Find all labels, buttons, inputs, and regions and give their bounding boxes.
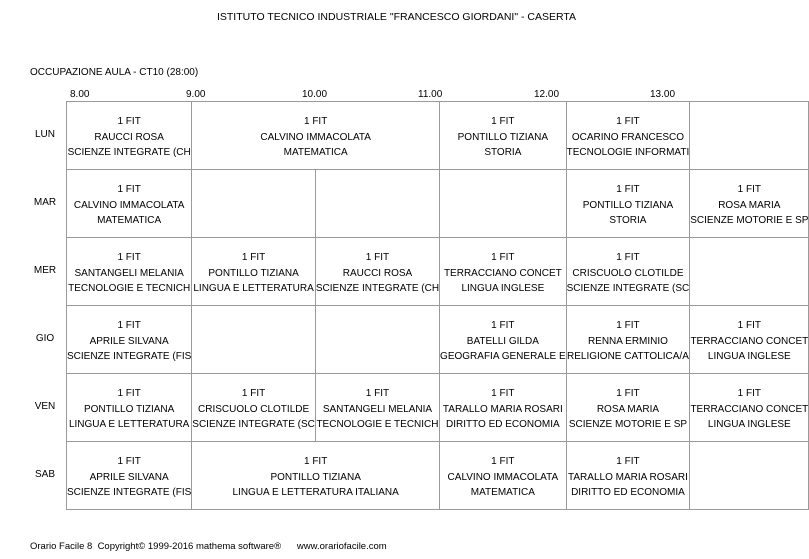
lesson-cell <box>566 238 690 306</box>
lesson-content <box>440 374 566 433</box>
lesson-content <box>316 170 439 182</box>
class-label: 1 FIT <box>737 388 761 399</box>
empty-cell <box>192 306 316 374</box>
class-label: 1 FIT <box>365 388 390 399</box>
hour-label: 13.00 <box>650 89 676 100</box>
subject-name: SCIENZE INTEGRATE (FIS <box>67 487 192 498</box>
lesson-cell <box>192 374 316 442</box>
lesson-content <box>192 102 439 161</box>
lesson-cell <box>566 374 690 442</box>
subject-name: MATEMATICA <box>97 215 162 226</box>
lesson-cell <box>440 374 567 442</box>
subject-name: DIRITTO ED ECONOMIA <box>445 419 560 430</box>
class-label: 1 FIT <box>616 116 640 127</box>
schedule-row <box>67 442 809 510</box>
lesson-content <box>440 306 566 365</box>
lesson-content <box>67 442 191 501</box>
teacher-name: PONTILLO TIZIANA <box>582 199 674 211</box>
class-label: 1 FIT <box>303 116 328 127</box>
subject-name: LINGUA E LETTERATURA <box>68 419 190 430</box>
class-label: 1 FIT <box>737 320 761 331</box>
lesson-cell <box>192 442 440 510</box>
empty-cell <box>690 442 809 510</box>
lesson-cell <box>566 442 690 510</box>
subject-name: SCIENZE MOTORIE E SP <box>690 215 809 226</box>
lesson-content <box>192 442 439 501</box>
empty-cell <box>315 306 439 374</box>
teacher-name: ROSA MARIA <box>718 199 781 211</box>
lesson-content <box>690 442 808 454</box>
subject-name: SCIENZE INTEGRATE (CH <box>67 147 191 158</box>
subject-name: DIRITTO ED ECONOMIA <box>571 487 685 498</box>
lesson-content <box>690 306 808 365</box>
class-label: 1 FIT <box>241 252 266 263</box>
teacher-name: BATELLI GILDA <box>466 335 539 347</box>
class-label: 1 FIT <box>241 388 266 399</box>
class-label: 1 FIT <box>616 252 640 263</box>
lesson-content <box>316 306 439 318</box>
subject-name: SCIENZE MOTORIE E SP <box>568 419 688 430</box>
teacher-name: APRILE SILVANA <box>89 471 169 483</box>
class-label: 1 FIT <box>616 184 640 195</box>
lesson-cell <box>440 102 567 170</box>
empty-cell <box>690 238 809 306</box>
day-label: LUN <box>34 129 55 140</box>
lesson-content <box>567 170 690 229</box>
lesson-cell <box>315 374 439 442</box>
class-label: 1 FIT <box>117 388 141 399</box>
class-label: 1 FIT <box>616 320 640 331</box>
subject-name: TECNOLOGIE E TECNICH <box>68 283 191 294</box>
lesson-cell <box>67 238 192 306</box>
teacher-name: TERRACCIANO CONCET <box>690 335 809 347</box>
subject-name: SCIENZE INTEGRATE (FIS <box>67 351 192 362</box>
subject-name: SCIENZE INTEGRATE (SC <box>566 283 690 294</box>
teacher-name: PONTILLO TIZIANA <box>270 471 361 483</box>
lesson-content <box>690 238 808 250</box>
lesson-content <box>690 102 808 114</box>
subject-name: TECNOLOGIE INFORMATI <box>566 147 690 158</box>
schedule-grid <box>66 101 809 510</box>
subject-name: TECNOLOGIE E TECNICH <box>316 419 439 430</box>
class-label: 1 FIT <box>365 252 390 263</box>
lesson-content <box>440 170 566 182</box>
teacher-name: TERRACCIANO CONCET <box>690 403 809 415</box>
teacher-name: PONTILLO TIZIANA <box>457 131 549 143</box>
subject-name: LINGUA INGLESE <box>707 351 791 362</box>
lesson-content <box>440 102 566 161</box>
hour-label: 11.00 <box>418 89 443 100</box>
subject-name: LINGUA E LETTERATURA <box>193 283 314 294</box>
lesson-cell <box>67 306 192 374</box>
lesson-content <box>192 306 315 318</box>
teacher-name: SANTANGELI MELANIA <box>322 403 433 415</box>
room-subtitle: OCCUPAZIONE AULA - CT10 (28:00) <box>30 67 199 78</box>
subject-name: MATEMATICA <box>470 487 535 498</box>
teacher-name: CRISCUOLO CLOTILDE <box>198 403 310 415</box>
teacher-name: RAUCCI ROSA <box>342 267 413 279</box>
class-label: 1 FIT <box>117 252 141 263</box>
day-label: MER <box>33 265 57 276</box>
subject-name: MATEMATICA <box>283 147 348 158</box>
lesson-content <box>567 102 690 161</box>
lesson-content <box>316 374 439 433</box>
class-label: 1 FIT <box>491 116 515 127</box>
copyright-footer: Orario Facile 8 Copyright© 1999-2016 mathema software® www.orariofacile.com <box>30 541 387 552</box>
subject-name: GEOGRAFIA GENERALE E <box>440 351 566 362</box>
hour-label: 10.00 <box>302 89 328 100</box>
subject-name: STORIA <box>609 215 647 226</box>
lesson-content <box>440 442 566 501</box>
lesson-content <box>316 238 439 297</box>
day-label: VEN <box>34 401 56 412</box>
lesson-cell <box>67 442 192 510</box>
lesson-cell <box>67 170 192 238</box>
lesson-cell <box>440 442 567 510</box>
day-label: SAB <box>34 469 55 480</box>
class-label: 1 FIT <box>491 456 515 467</box>
schedule-row <box>67 238 809 306</box>
teacher-name: TERRACCIANO CONCET <box>443 267 562 279</box>
hour-label: 8.00 <box>70 89 90 100</box>
teacher-name: RAUCCI ROSA <box>94 131 164 143</box>
lesson-cell <box>690 306 809 374</box>
lesson-content <box>567 238 690 297</box>
schedule-row <box>67 374 809 442</box>
teacher-name: SANTANGELI MELANIA <box>74 267 184 279</box>
subject-name: RELIGIONE CATTOLICA/A <box>567 351 689 362</box>
schedule-row <box>67 102 809 170</box>
lesson-content <box>67 374 191 433</box>
day-label: MAR <box>33 197 57 208</box>
teacher-name: CRISCUOLO CLOTILDE <box>572 267 684 279</box>
lesson-cell <box>440 306 567 374</box>
lesson-cell <box>67 374 192 442</box>
subject-name: LINGUA INGLESE <box>707 419 791 430</box>
day-label: GIO <box>35 333 55 344</box>
hour-label: 9.00 <box>186 89 206 100</box>
teacher-name: OCARINO FRANCESCO <box>571 131 685 143</box>
class-label: 1 FIT <box>303 456 328 467</box>
lesson-content <box>690 170 808 229</box>
subject-name: SCIENZE INTEGRATE (CH <box>315 283 440 294</box>
empty-cell <box>192 170 316 238</box>
class-label: 1 FIT <box>117 184 141 195</box>
class-label: 1 FIT <box>616 456 640 467</box>
teacher-name: PONTILLO TIZIANA <box>83 403 175 415</box>
lesson-cell <box>192 238 316 306</box>
lesson-cell <box>192 102 440 170</box>
class-label: 1 FIT <box>616 388 640 399</box>
subject-name: STORIA <box>484 147 522 158</box>
subject-name: LINGUA INGLESE <box>461 283 545 294</box>
subject-name: LINGUA E LETTERATURA ITALIANA <box>232 487 399 498</box>
class-label: 1 FIT <box>491 388 515 399</box>
teacher-name: CALVINO IMMACOLATA <box>260 131 371 143</box>
empty-cell <box>440 170 567 238</box>
class-label: 1 FIT <box>117 320 141 331</box>
class-label: 1 FIT <box>737 184 761 195</box>
lesson-cell <box>566 102 690 170</box>
hour-label: 12.00 <box>534 89 560 100</box>
lesson-content <box>192 170 315 182</box>
lesson-content <box>567 374 690 433</box>
lesson-content <box>690 374 808 433</box>
teacher-name: TARALLO MARIA ROSARI <box>442 403 563 415</box>
teacher-name: APRILE SILVANA <box>89 335 169 347</box>
lesson-cell <box>690 170 809 238</box>
lesson-cell <box>566 170 690 238</box>
teacher-name: CALVINO IMMACOLATA <box>447 471 559 483</box>
lesson-content <box>192 374 315 433</box>
empty-cell <box>315 170 439 238</box>
lesson-content <box>67 306 191 365</box>
lesson-content <box>192 238 315 297</box>
teacher-name: ROSA MARIA <box>596 403 660 415</box>
lesson-cell <box>690 374 809 442</box>
teacher-name: CALVINO IMMACOLATA <box>73 199 185 211</box>
lesson-content <box>67 102 191 161</box>
class-label: 1 FIT <box>491 252 515 263</box>
teacher-name: TARALLO MARIA ROSARI <box>568 471 688 483</box>
lesson-cell <box>566 306 690 374</box>
lesson-cell <box>67 102 192 170</box>
class-label: 1 FIT <box>117 116 141 127</box>
lesson-cell <box>440 238 567 306</box>
class-label: 1 FIT <box>117 456 141 467</box>
lesson-content <box>567 442 690 501</box>
empty-cell <box>690 102 809 170</box>
schedule-row <box>67 306 809 374</box>
class-label: 1 FIT <box>491 320 515 331</box>
teacher-name: PONTILLO TIZIANA <box>208 267 299 279</box>
page-title: ISTITUTO TECNICO INDUSTRIALE "FRANCESCO GIORDANI" - CASERTA <box>216 11 577 23</box>
lesson-content <box>67 170 191 229</box>
lesson-content <box>67 238 191 297</box>
teacher-name: RENNA ERMINIO <box>587 335 668 347</box>
schedule-row <box>67 170 809 238</box>
lesson-content <box>567 306 690 365</box>
lesson-content <box>440 238 566 297</box>
subject-name: SCIENZE INTEGRATE (SC <box>192 419 315 430</box>
lesson-cell <box>315 238 439 306</box>
